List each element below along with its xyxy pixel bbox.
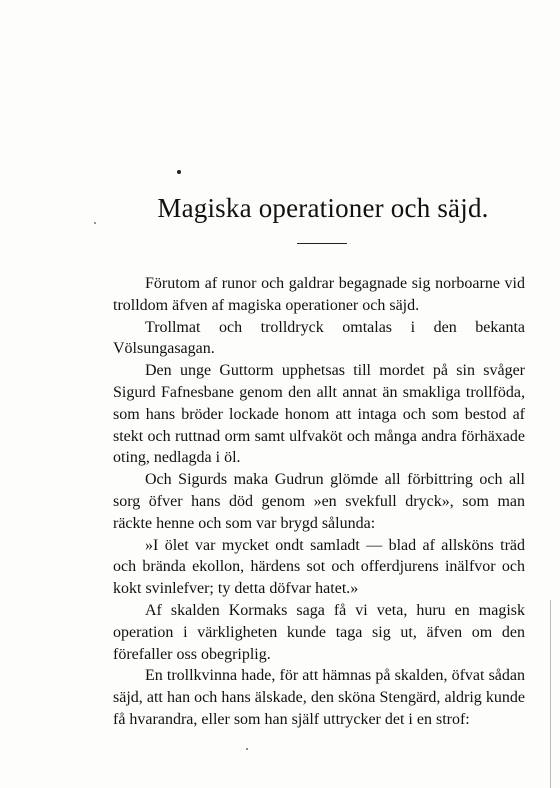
paragraph: En trollkvinna hade, för att hämnas på skalden, öfvat sådan säjd, att han och hans älskade, den sköna Stengärd, aldrig kunde få hvarandra, eller som han själf uttrycker det i en strof: (113, 667, 525, 728)
ink-speck (94, 222, 96, 224)
quotation: »I ölet var mycket ondt samladt — blad af allsköns träd och brända ekollon, härdens sot och offerdjurens inälfvor och kokt svinlefver; ty detta döfvar hatet.» (113, 536, 525, 598)
paragraph: Den unge Guttorm upphetsas till mordet på sin svåger Sigurd Fafnesbane genom den allt annat än smakliga trollföda, som hans bröder lockade honom att intaga och som bestod af stekt och ruttnad orm samt ulfvaköt och många andra förhäxade oting, nedlagda i öl. (113, 362, 525, 467)
chapter-title: Magiska operationer och säjd. (157, 193, 489, 223)
ink-speck (246, 748, 248, 750)
page-edge-shadow (550, 600, 551, 788)
title-divider (297, 243, 347, 244)
paragraph: Af skalden Kormaks saga få vi veta, huru en magisk operation i värkligheten kunde taga sig ut, äfven om den förefaller oss obegriplig. (113, 601, 525, 663)
body-text (113, 273, 525, 731)
paragraph: Förutom af runor och galdrar begagnade sig norboarne vid trolldom äfven af magiska operationer och säjd. (113, 275, 525, 314)
paragraph: Och Sigurds maka Gudrun glömde all förbittring och all sorg öfver hans död genom »en svekfull dryck», som man räckte henne och som var brygd sålunda: (113, 471, 525, 532)
ink-speck (177, 170, 181, 174)
paragraph: Trollmat och trolldryck omtalas i den bekanta Völsungasagan. (113, 318, 525, 358)
